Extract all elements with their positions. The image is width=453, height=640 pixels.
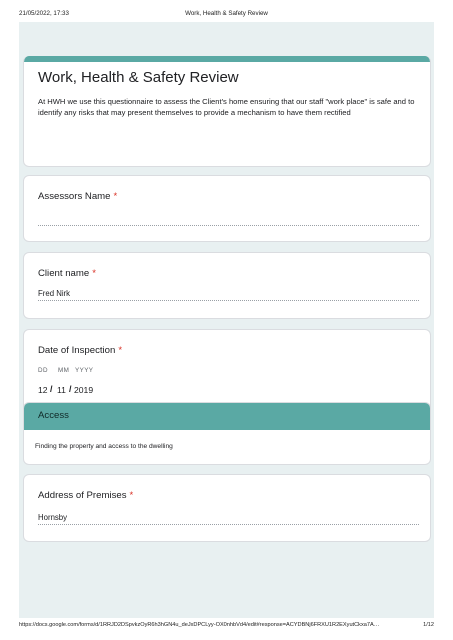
- form-header-card: [23, 56, 431, 167]
- print-footer: [19, 622, 434, 632]
- address-value: Hornsby: [38, 513, 68, 522]
- client-name-value: Fred Nirk: [38, 289, 71, 298]
- print-url: https://docs.google.com/forms/d/1RRJD2DSpvkzOyR6h3hGN4u_deJxDPCLyy-OX0nhbVd4/edit#response=ACYDBNj6FRXU1R2EXyutCkxa7A…: [19, 622, 380, 628]
- section-title: Access: [38, 410, 69, 421]
- section-access: [23, 402, 431, 465]
- required-asterisk: *: [92, 268, 96, 279]
- print-datetime: 21/05/2022, 17:33: [19, 10, 69, 17]
- page-number: 1/12: [423, 622, 434, 628]
- form-title: Work, Health & Safety Review: [38, 69, 239, 86]
- day-field[interactable]: 12: [38, 385, 48, 395]
- date-separator: /: [69, 384, 72, 394]
- form-description: At HWH we use this questionnaire to assess the Client's home ensuring that our staff "work place" is safe and to identify any risks that may present themselves to provide a mechanism to have them rectified: [38, 97, 415, 117]
- date-separator: /: [50, 384, 53, 394]
- question-label: Assessors Name *: [38, 191, 118, 202]
- question-client-name: [23, 252, 431, 319]
- question-assessors-name: [23, 175, 431, 242]
- section-header: [24, 403, 430, 430]
- client-name-input[interactable]: [38, 299, 419, 301]
- day-label: DD: [38, 367, 48, 374]
- required-asterisk: *: [129, 490, 134, 501]
- question-label: Client name *: [38, 268, 96, 279]
- month-field[interactable]: 11: [57, 385, 66, 395]
- year-label: YYYY: [75, 367, 94, 374]
- month-label: MM: [58, 367, 70, 374]
- print-page-title: Work, Health & Safety Review: [185, 10, 268, 17]
- accent-bar: [24, 56, 430, 62]
- form-background: [19, 22, 434, 618]
- print-header: [19, 10, 434, 22]
- year-field[interactable]: 2019: [74, 385, 94, 395]
- required-asterisk: *: [113, 191, 118, 202]
- question-label: Date of Inspection *: [38, 345, 123, 356]
- section-description: Finding the property and access to the dwelling: [35, 443, 173, 450]
- question-label: Address of Premises *: [38, 490, 134, 501]
- question-address-of-premises: [23, 474, 431, 542]
- required-asterisk: *: [118, 345, 123, 356]
- address-input[interactable]: [38, 523, 419, 525]
- assessors-name-input[interactable]: [38, 215, 419, 226]
